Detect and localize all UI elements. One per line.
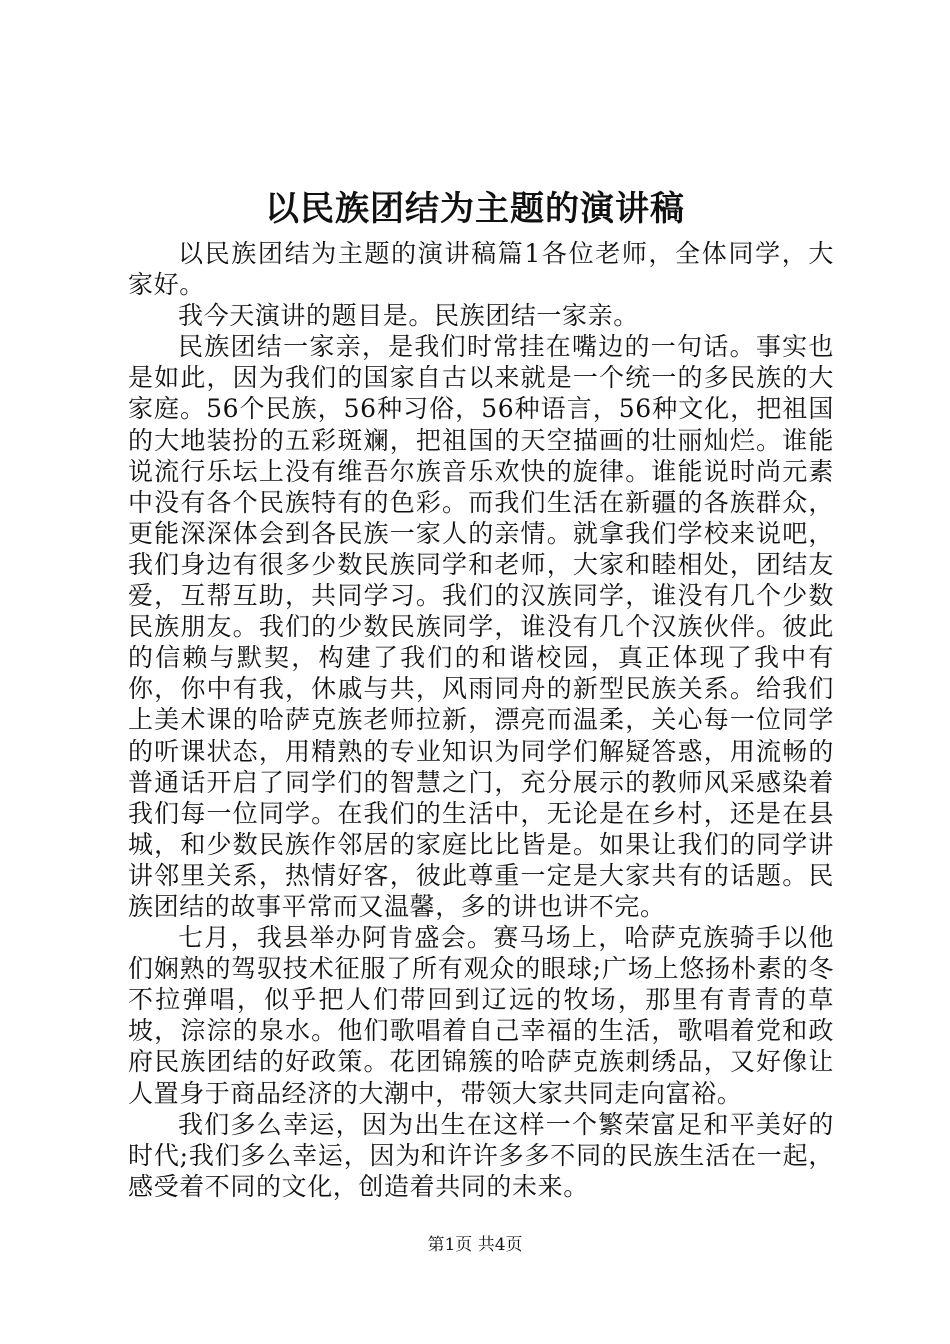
paragraph-conclusion: 我们多么幸运，因为出生在这样一个繁荣富足和平美好的时代;我们多么幸运，因为和许许多多不同的民族生活在一起，感受着不同的文化，创造着共同的未来。: [128, 1109, 834, 1201]
paragraph-greeting: 以民族团结为主题的演讲稿篇1各位老师，全体同学，大家好。: [128, 239, 834, 300]
paragraph-unity: 民族团结一家亲，是我们时常挂在嘴边的一句话。事实也是如此，因为我们的国家自古以来就是一个统一的多民族的大家庭。56个民族，56种习俗，56种语言，56种文化，把祖国的大地装扮的五彩斑斓，把祖国的天空描画的壮丽灿烂。谁能说流行乐坛上没有维吾尔族音乐欢快的旋律。谁能说时尚元素中没有各个民族特有的色彩。而我们生活在新疆的各族群众，更能深深体会到各民族一家人的亲情。就拿我们学校来说吧，我们身边有很多少数民族同学和老师，大家和睦相处，团结友爱，互帮互助，共同学习。我们的汉族同学，谁没有几个少数民族朋友。我们的少数民族同学，谁没有几个汉族伙伴。彼此的信赖与默契，构建了我们的和谐校园，真正体现了我中有你，你中有我，休戚与共，风雨同舟的新型民族关系。给我们上美术课的哈萨克族老师拉新，漂亮而温柔，关心每一位同学的听课状态，用精熟的专业知识为同学们解疑答惑，用流畅的普通话开启了同学们的智慧之门，充分展示的教师风采感染着我们每一位同学。在我们的生活中，无论是在乡村，还是在县城，和少数民族作邻居的家庭比比皆是。如果让我们的同学讲讲邻里关系，热情好客，彼此尊重一定是大家共有的话题。民族团结的故事平常而又温馨，多的讲也讲不完。: [128, 332, 834, 921]
paragraph-festival: 七月，我县举办阿肯盛会。赛马场上，哈萨克族骑手以他们娴熟的驾驭技术征服了所有观众的眼球;广场上悠扬朴素的冬不拉弹唱，似乎把人们带回到辽远的牧场，那里有青青的草坡，淙淙的泉水。他们歌唱着自己幸福的生活，歌唱着党和政府民族团结的好政策。花团锦簇的哈萨克族刺绣品，又好像让人置身于商品经济的大潮中，带领大家共同走向富裕。: [128, 923, 834, 1108]
paragraph-topic: 我今天演讲的题目是。民族团结一家亲。: [178, 301, 639, 331]
document-title: 以民族团结为主题的演讲稿: [265, 189, 685, 229]
page-number-footer: 第1页 共4页: [427, 1235, 523, 1255]
document-body: [128, 238, 834, 1202]
